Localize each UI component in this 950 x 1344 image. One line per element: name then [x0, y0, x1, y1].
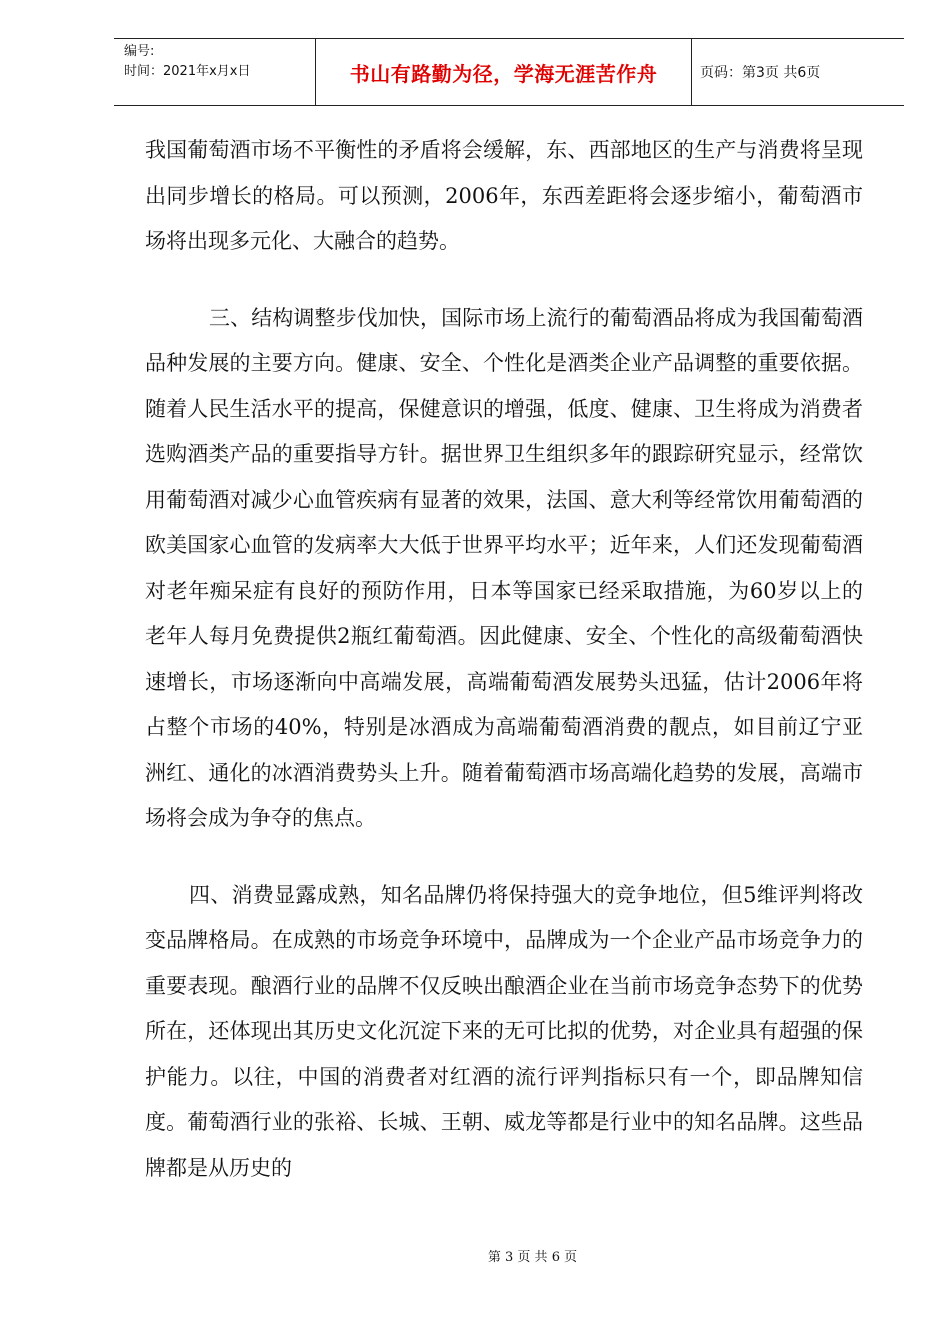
document-time-label: 时间：2021年x月x日 [124, 64, 251, 79]
page-header [114, 38, 904, 106]
paragraph-2: 三、结构调整步伐加快，国际市场上流行的葡萄酒品将成为我国葡萄酒品种发展的主要方向。健康、安全、个性化是酒类企业产品调整的重要依据。随着人民生活水平的提高，保健意识的增强，低度、健康、卫生将成为消费者选购酒类产品的重要指导方针。据世界卫生组织多年的跟踪研究显示，经常饮用葡萄酒对减少心血管疾病有显著的效果，法国、意大利等经常饮用葡萄酒的欧美国家心血管的发病率大大低于世界平均水平；近年来，人们还发现葡萄酒对老年痴呆症有良好的预防作用，日本等国家已经采取措施，为60岁以上的老年人每月免费提供2瓶红葡萄酒。因此健康、安全、个性化的高级葡萄酒快速增长，市场逐渐向中高端发展，高端葡萄酒发展势头迅猛，估计2006年将占整个市场的40%，特别是冰酒成为高端葡萄酒消费的靓点，如目前辽宁亚洲红、通化的冰酒消费势头上升。随着葡萄酒市场高端化趋势的发展，高端市场将会成为争夺的焦点。 [145, 305, 863, 830]
header-page-info: 页码：第3页 共6页 [700, 65, 821, 81]
header-motto: 书山有路勤为径，学海无涯苦作舟 [316, 39, 692, 105]
document-number-label: 编号: [124, 44, 155, 59]
paragraph-1: 我国葡萄酒市场不平衡性的矛盾将会缓解，东、西部地区的生产与消费将呈现出同步增长的格局。可以预测，2006年，东西差距将会逐步缩小，葡萄酒市场将出现多元化、大融合的趋势。 [145, 138, 863, 253]
document-body [145, 128, 863, 1191]
header-meta [114, 39, 316, 105]
page-footer: 第 3 页 共 6 页 [487, 1250, 578, 1265]
paragraph-3: 四、消费显露成熟，知名品牌仍将保持强大的竞争地位，但5维评判将改变品牌格局。在成熟的市场竞争环境中，品牌成为一个企业产品市场竞争力的重要表现。酿酒行业的品牌不仅反映出酿酒企业在当前市场竞争态势下的优势所在，还体现出其历史文化沉淀下来的无可比拟的优势，对企业具有超强的保护能力。以往，中国的消费者对红酒的流行评判指标只有一个，即品牌知信度。葡萄酒行业的张裕、长城、王朝、威龙等都是行业中的知名品牌。这些品牌都是从历史的 [145, 882, 863, 1180]
